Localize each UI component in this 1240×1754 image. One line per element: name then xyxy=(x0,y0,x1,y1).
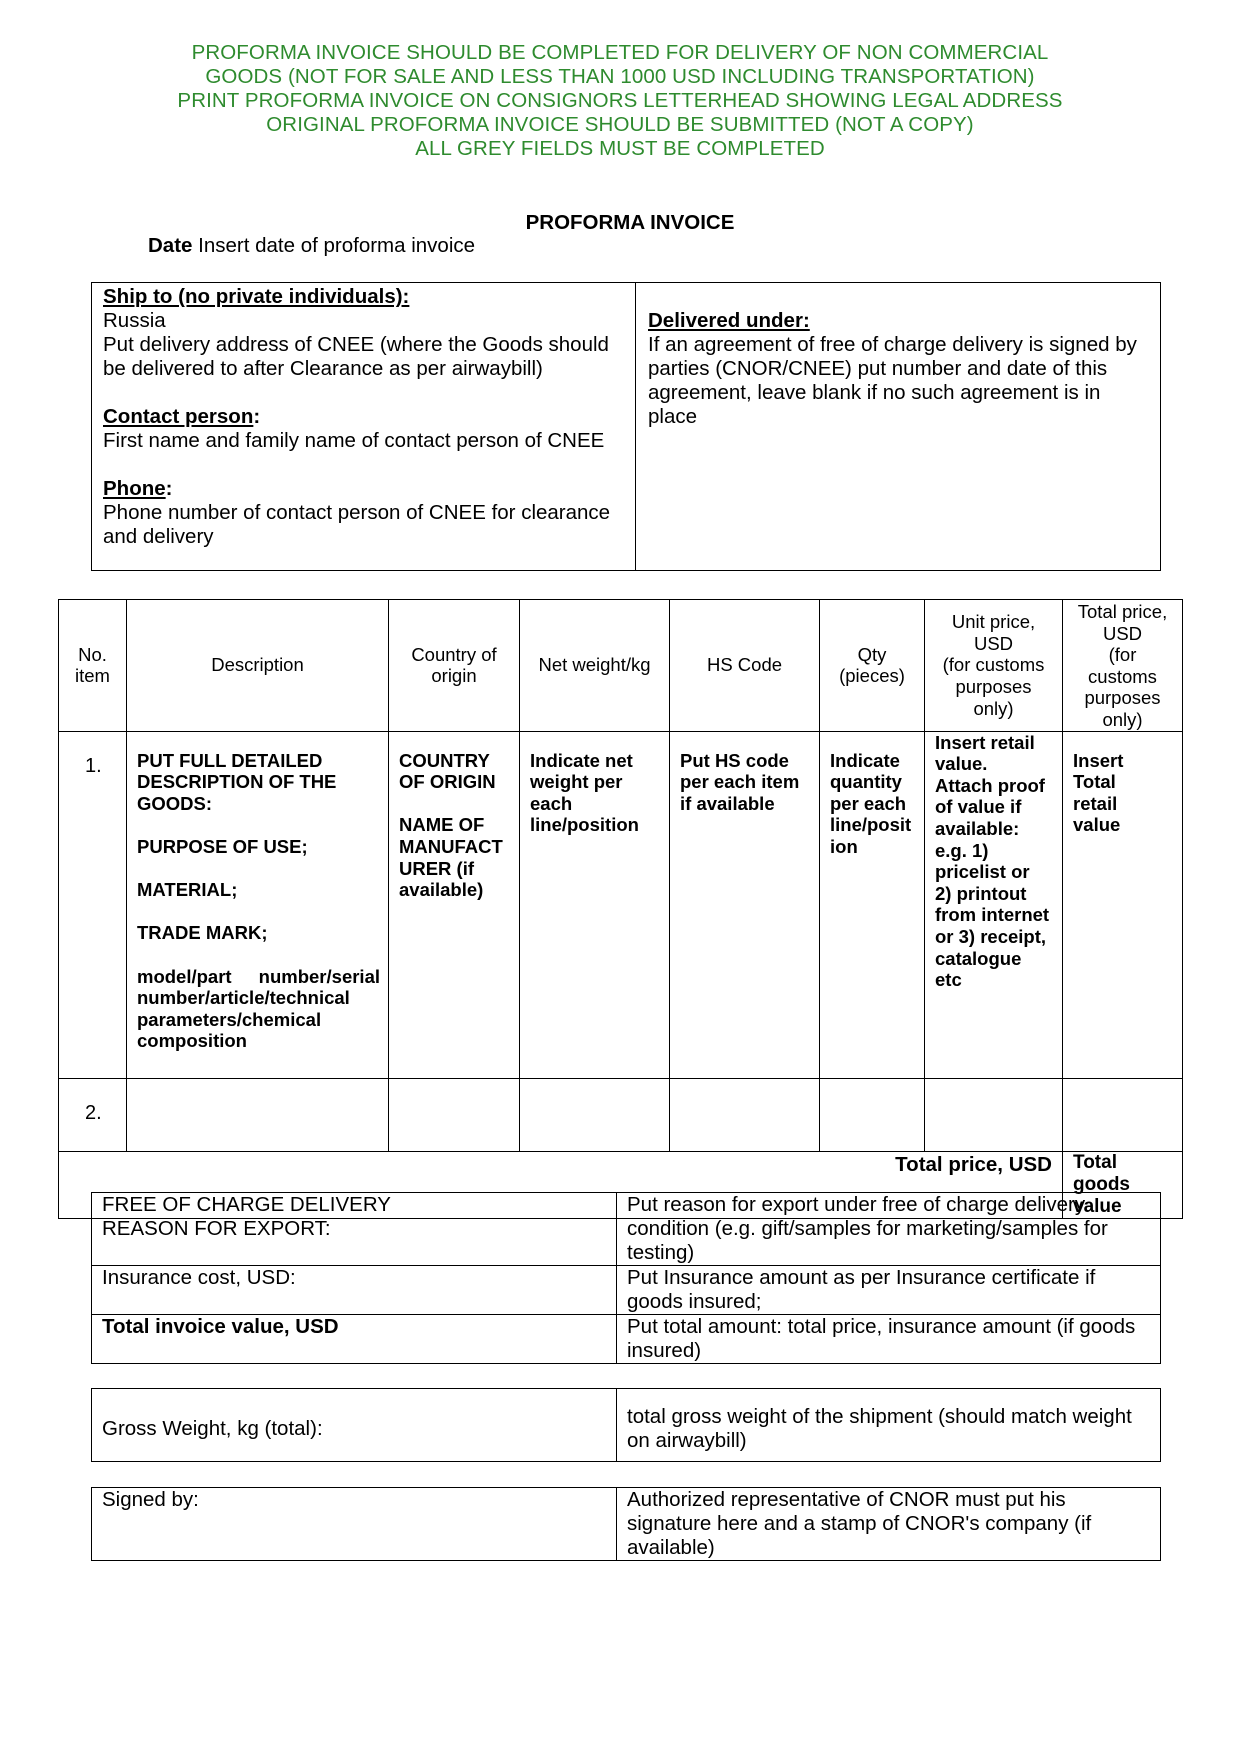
description-cell[interactable] xyxy=(127,1078,389,1151)
delivered-under-line[interactable]: If an agreement of free of charge delivery is signed by xyxy=(648,333,1137,356)
signature-field[interactable]: Authorized representative of CNOR must put his signature here and a stamp of CNOR's company (if available) xyxy=(617,1488,1161,1561)
phone-field-line[interactable]: Phone number of contact person of CNEE for clearance xyxy=(103,501,611,524)
net-weight-cell[interactable] xyxy=(520,1078,670,1151)
phone-heading-line xyxy=(103,477,628,501)
ship-to-country[interactable]: Russia xyxy=(103,309,166,332)
ship-to-heading: Ship to (no private individuals): xyxy=(103,285,410,308)
net-weight-cell[interactable]: Indicate net weight per each line/position xyxy=(520,731,670,1078)
header-description: Description xyxy=(127,600,389,732)
header-country-of-origin: Country of origin xyxy=(389,600,520,732)
unit-price-cell[interactable] xyxy=(925,1078,1063,1151)
signed-by-label: Signed by: xyxy=(92,1488,617,1561)
hs-code-cell[interactable]: Put HS code per each item if available xyxy=(670,731,820,1078)
contact-colon: : xyxy=(253,405,261,428)
table-row xyxy=(59,1078,1183,1151)
total-price-label: Total price, USD xyxy=(59,1151,1063,1218)
ship-to-address-line[interactable]: Put delivery address of CNEE (where the Goods should xyxy=(103,333,609,356)
total-invoice-row xyxy=(92,1315,1161,1364)
header-unit-price: Unit price, USD (for customs purposes only) xyxy=(925,600,1063,732)
qty-cell[interactable]: Indicate quantity per each line/posit ion xyxy=(820,731,925,1078)
insurance-amount-field[interactable]: Put Insurance amount as per Insurance certificate if goods insured; xyxy=(617,1266,1161,1315)
table-row xyxy=(59,731,1183,1078)
notice-line: PRINT PROFORMA INVOICE ON CONSIGNORS LETTERHEAD SHOWING LEGAL ADDRESS xyxy=(177,89,1063,112)
insurance-row xyxy=(92,1266,1161,1315)
table-header-row xyxy=(59,600,1183,732)
total-invoice-label: Total invoice value, USD xyxy=(92,1315,617,1364)
free-of-charge-row xyxy=(92,1193,1161,1266)
phone-field-line[interactable]: and delivery xyxy=(103,525,214,548)
header-net-weight: Net weight/kg xyxy=(520,600,670,732)
gross-weight-label: Gross Weight, kg (total): xyxy=(92,1389,617,1462)
notice-line: ALL GREY FIELDS MUST BE COMPLETED xyxy=(415,137,825,160)
signed-by-row xyxy=(92,1488,1161,1561)
row-number: 1. xyxy=(59,731,127,1078)
qty-cell[interactable] xyxy=(820,1078,925,1151)
notice-line: ORIGINAL PROFORMA INVOICE SHOULD BE SUBMITTED (NOT A COPY) xyxy=(266,113,974,136)
total-price-cell[interactable] xyxy=(1063,1078,1183,1151)
notice-line: PROFORMA INVOICE SHOULD BE COMPLETED FOR DELIVERY OF NON COMMERCIAL xyxy=(191,41,1049,64)
free-of-charge-reason-field[interactable]: Put reason for export under free of charge delivery condition (e.g. gift/samples for marketing/samples for testing) xyxy=(617,1193,1161,1266)
hs-code-cell[interactable] xyxy=(670,1078,820,1151)
gross-weight-row xyxy=(92,1389,1161,1462)
instructions-notice xyxy=(120,41,1120,161)
ship-to-section xyxy=(103,285,628,549)
document-title: PROFORMA INVOICE xyxy=(525,211,735,234)
phone-heading: Phone xyxy=(103,477,166,500)
export-details-table xyxy=(91,1192,1161,1364)
country-of-origin-cell[interactable]: COUNTRY OF ORIGIN NAME OF MANUFACT URER (if available) xyxy=(389,731,520,1078)
header-hs-code: HS Code xyxy=(670,600,820,732)
header-total-price: Total price, USD (for customs purposes only) xyxy=(1063,600,1183,732)
unit-price-cell[interactable]: Insert retail value. Attach proof of value if available: e.g. 1) pricelist or 2) printout from internet or 3) receipt, catalogue etc xyxy=(925,731,1063,1078)
header-qty: Qty (pieces) xyxy=(820,600,925,732)
total-price-cell[interactable]: Insert Total retail value xyxy=(1063,731,1183,1078)
notice-line: GOODS (NOT FOR SALE AND LESS THAN 1000 USD INCLUDING TRANSPORTATION) xyxy=(205,65,1035,88)
date-field[interactable]: Insert date of proforma invoice xyxy=(198,234,476,257)
row-number: 2. xyxy=(59,1078,127,1151)
contact-heading: Contact person xyxy=(103,405,254,428)
delivered-under-line[interactable]: agreement, leave blank if no such agreement is in xyxy=(648,381,1101,404)
country-of-origin-cell[interactable] xyxy=(389,1078,520,1151)
date-line xyxy=(148,234,475,259)
column-divider xyxy=(635,283,636,570)
gross-weight-field[interactable]: total gross weight of the shipment (should match weight on airwaybill) xyxy=(617,1389,1161,1462)
total-invoice-field[interactable]: Put total amount: total price, insurance amount (if goods insured) xyxy=(617,1315,1161,1364)
ship-to-address-line[interactable]: be delivered to after Clearance as per airwaybill) xyxy=(103,357,543,380)
description-cell[interactable]: PUT FULL DETAILED DESCRIPTION OF THE GOODS: PURPOSE OF USE; MATERIAL; TRADE MARK; model/part number/serial number/article/technical parameters/chemical composition xyxy=(127,731,389,1078)
delivered-under-heading: Delivered under: xyxy=(648,309,810,332)
free-of-charge-label: FREE OF CHARGE DELIVERY REASON FOR EXPORT: xyxy=(92,1193,617,1266)
gross-weight-table xyxy=(91,1388,1161,1462)
phone-colon: : xyxy=(165,477,173,500)
delivered-under-section xyxy=(648,309,1153,429)
total-goods-value-cell[interactable]: Total goods value xyxy=(1063,1151,1183,1218)
header-no-item: No. item xyxy=(59,600,127,732)
contact-heading-line xyxy=(103,405,628,429)
ship-to-box xyxy=(91,282,1161,571)
items-table xyxy=(58,599,1183,1219)
date-label: Date xyxy=(148,234,193,257)
signature-table xyxy=(91,1487,1161,1561)
delivered-under-line[interactable]: place xyxy=(648,405,698,428)
insurance-label: Insurance cost, USD: xyxy=(92,1266,617,1315)
contact-field[interactable]: First name and family name of contact person of CNEE xyxy=(103,429,605,452)
delivered-under-line[interactable]: parties (CNOR/CNEE) put number and date of this xyxy=(648,357,1108,380)
